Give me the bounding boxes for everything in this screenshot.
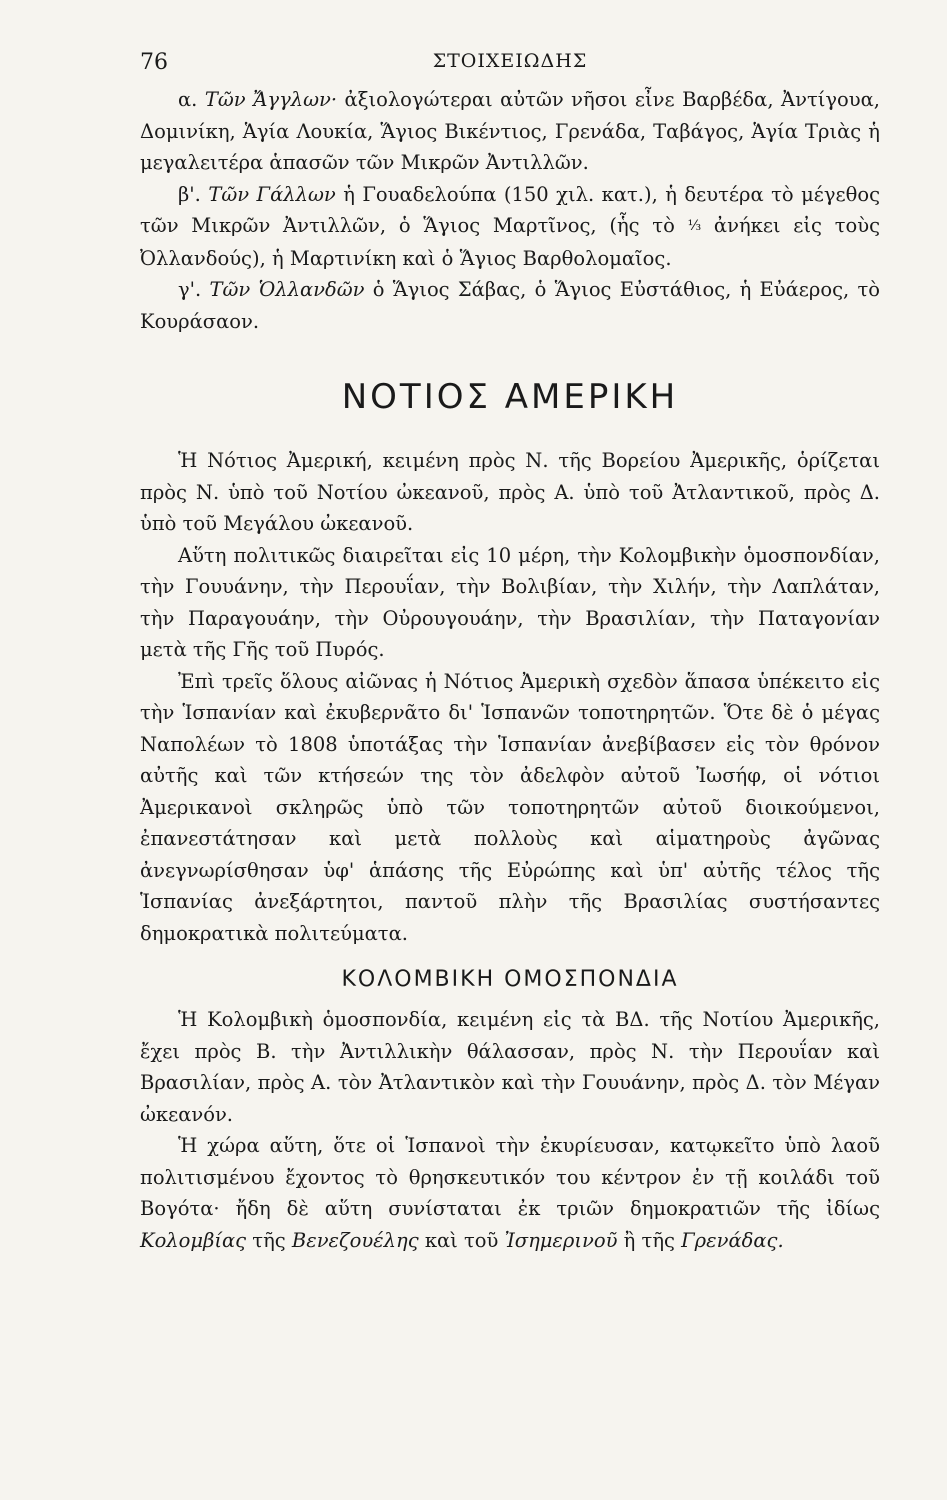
colombia-p2-text-b: τῆς <box>252 1228 286 1252</box>
antilles-english-paragraph <box>140 84 880 179</box>
dutch-islands-text: ὁ Ἅγιος Σάβας, ὁ Ἅγιος Εὐστάθιος, ἡ Εὐάερος, τὸ Κουράσαον. <box>140 278 880 333</box>
french-islands-text-1: ἡ Γουαδελούπα (150 χιλ. κατ.), ἡ δευτέρα τὸ μέγεθος τῶν Μικρῶν Ἀντιλλῶν, ὁ Ἅγιος Μαρτῖνος, (ἧς τὸ <box>140 182 881 237</box>
marker-c: γ'. <box>178 278 202 301</box>
colombia-name: Κολομβίας <box>140 1228 247 1252</box>
south-america-paragraph-1: Ἡ Νότιος Ἀμερική, κειμένη πρὸς Ν. τῆς Βορείου Ἀμερικῆς, ὁρίζεται πρὸς Ν. ὑπὸ τοῦ Νοτίου ὠκεανοῦ, πρὸς Α. ὑπὸ τοῦ Ἀτλαντικοῦ, πρὸς Δ. ὑπὸ τοῦ Μεγάλου ὠκεανοῦ. <box>140 449 880 535</box>
french-title: Τῶν Γάλλων <box>208 182 336 206</box>
colombia-p2-text-d: ἢ τῆς <box>623 1228 675 1252</box>
dutch-title: Τῶν Ὁλλανδῶν <box>209 278 365 301</box>
english-islands-text: ἀξιολογώτεραι αὐτῶν νῆσοι εἶνε Βαρβέδα, Ἀντίγουα, Δομινίκη, Ἁγία Λουκία, Ἅγιος Βικέντιος, Γρενάδα, Ταβάγος, Ἁγία Τριὰς ἡ μεγαλειτέρα ἁπασῶν τῶν Μικρῶν Ἀντιλλῶν. <box>140 88 880 174</box>
marker-b: β'. <box>178 182 201 206</box>
south-america-paragraph-2: Αὕτη πολιτικῶς διαιρεῖται εἰς 10 μέρη, τὴν Κολομβικὴν ὁμοσπονδίαν, τὴν Γουυάνην, τὴν Περουΐαν, τὴν Βολιβίαν, τὴν Χιλήν, τὴν Λαπλάταν, τὴν Παραγουάην, τὴν Οὐρουγουάην, τὴν Βρασιλίαν, τὴν Παταγονίαν μετὰ τῆς Γῆς τοῦ Πυρός. <box>140 543 880 661</box>
colombia-paragraph-1: Ἡ Κολομβικὴ ὁμοσπονδία, κειμένη εἰς τὰ ΒΔ. τῆς Νοτίου Ἀμερικῆς, ἔχει πρὸς Β. τὴν Ἀντιλλικὴν θάλασσαν, πρὸς Ν. τὴν Περουΐαν καὶ Βρασιλίαν, πρὸς Α. τὸν Ἀτλαντικὸν καὶ τὴν Γουυάνην, πρὸς Δ. τὸν Μέγαν ὠκεανόν. <box>140 1008 880 1126</box>
book-page <box>140 44 880 1256</box>
colombia-paragraph-2 <box>140 1130 880 1256</box>
south-america-heading: ΝΟΤΙΟΣ ΑΜΕΡΙΚΗ <box>341 377 679 417</box>
colombia-p2-text-a: Ἡ χώρα αὕτη, ὅτε οἱ Ἱσπανοὶ τὴν ἐκυρίευσαν, κατῳκεῖτο ὑπὸ λαοῦ πολιτισμένου ἔχοντος τὸ θρησκευτικόν του κέντρον ἐν τῇ κοιλάδι τοῦ Βογότα· ἤδη δὲ αὕτη συνίσταται ἐκ τριῶν δημοκρατιῶν τῆς ἰδίως <box>140 1134 880 1220</box>
colombia-heading: ΚΟΛΟΜΒΙΚΗ ΟΜΟΣΠΟΝΔΙΑ <box>341 967 679 992</box>
running-head <box>140 44 880 84</box>
antilles-french-paragraph <box>140 179 880 275</box>
french-islands-text-2: ἀνήκει εἰς τοὺς Ὀλλανδούς), ἡ Μαρτινίκη καὶ ὁ Ἅγιος Βαρθολομαῖος. <box>140 214 881 270</box>
ecuador-name: Ἰσημερινοῦ <box>504 1228 618 1252</box>
english-title: Τῶν Ἄγγλων· <box>204 88 338 111</box>
colombia-p2-text-c: καὶ τοῦ <box>424 1228 499 1252</box>
fraction-one-third: ⅓ <box>687 218 702 234</box>
marker-a: α. <box>178 88 198 111</box>
grenada-name: Γρενάδας. <box>681 1228 784 1252</box>
south-america-paragraph-3: Ἐπὶ τρεῖς ὅλους αἰῶνας ἡ Νότιος Ἀμερικὴ σχεδὸν ἅπασα ὑπέκειτο εἰς τὴν Ἱσπανίαν καὶ ἐκυβερνᾶτο δι' Ἱσπανῶν τοποτηρητῶν. Ὅτε δὲ ὁ μέγας Ναπολέων τὸ 1808 ὑποτάξας τὴν Ἱσπανίαν ἀνεβίβασεν εἰς τὸν θρόνον αὐτῆς καὶ τῶν κτήσεών της τὸν ἀδελφὸν αὐτοῦ Ἰωσήφ, οἱ νότιοι Ἀμερικανοὶ σκληρῶς ὑπὸ τῶν τοποτηρητῶν αὐτοῦ διοικούμενοι, ἐπανεστάτησαν καὶ μετὰ πολλοὺς καὶ αἱματηροὺς ἀγῶνας ἀνεγνωρίσθησαν ὑφ' ἁπάσης τῆς Εὐρώπης καὶ ὑπ' αὐτῆς τέλος τῆς Ἱσπανίας ἀνεξάρτητοι, παντοῦ πλὴν τῆς Βρασιλίας συστήσαντες δημοκρατικὰ πολιτεύματα. <box>140 669 880 945</box>
venezuela-name: Βενεζουέλης <box>291 1228 419 1252</box>
antilles-dutch-paragraph <box>140 274 880 337</box>
page-number: 76 <box>140 50 168 75</box>
running-title: ΣΤΟΙΧΕΙΩΔΗΣ <box>432 50 588 72</box>
